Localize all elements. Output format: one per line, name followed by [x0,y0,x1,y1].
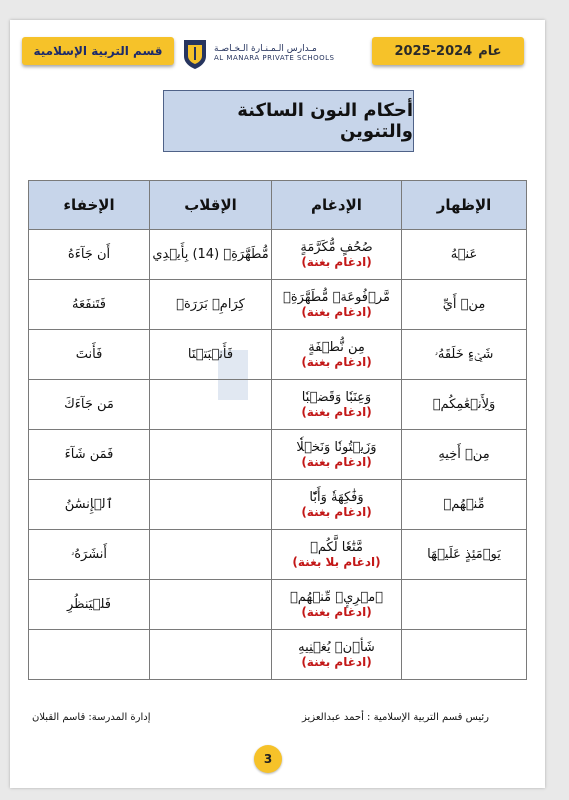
page-number [254,745,282,773]
school-logo [182,34,362,74]
idgham-example: وَزَيۡتُونٗا وَنَخۡلٗا [296,440,377,455]
table-row [29,330,527,380]
cell-ikhfa: مَن جَآءَكَ [29,380,150,430]
head-of-department-signature: رئيس قسم التربية الإسلامية : أحمد عبدالعزيز [302,712,489,723]
cell-iqlab [150,480,272,530]
idgham-example: شَأۡنٞ يُغۡنِيهِ [298,640,375,655]
cell-idgham [272,630,402,680]
cell-izhar: وَلِأَنۡعَٰمِكُمۡ [402,380,527,430]
cell-iqlab [150,430,272,480]
idgham-example: صُحُفٍ مُّكَرَّمَةٍ [300,240,373,255]
idgham-example: وَفَٰكِهَةٗ وَأَبّٗا [309,490,364,505]
idgham-note: (ادغام بغنة) [301,505,372,519]
year-label: عام [478,43,502,59]
page-title-text: أحكام النون الساكنة والتنوين [237,100,413,142]
department-label: قسم التربية الإسلامية [33,44,163,58]
idgham-note: (ادغام بغنة) [301,405,372,419]
shield-icon [182,38,208,70]
idgham-example: وَعِنَبٗا وَقَضۡبٗا [301,390,372,405]
cell-idgham [272,230,402,280]
cell-izhar [402,630,527,680]
cell-iqlab: فَأَنۢبَتۡنَا [150,330,272,380]
cell-izhar: مِّنۡهُمۡ [402,480,527,530]
idgham-note: (ادغام بغنة) [301,305,372,319]
table-row [29,580,527,630]
header-izhar: الإظهار [402,181,527,230]
cell-iqlab [150,380,272,430]
table-row [29,630,527,680]
cell-iqlab [150,630,272,680]
table-row [29,430,527,480]
rules-table [28,180,527,680]
header-iqlab: الإقلاب [150,181,272,230]
cell-idgham [272,380,402,430]
cell-ikhfa: فَأَنتَ [29,330,150,380]
cell-ikhfa [29,630,150,680]
cell-ikhfa: فَمَن شَآءَ [29,430,150,480]
cell-ikhfa: ٱلۡإِنسَٰنُ [29,480,150,530]
department-badge [22,37,174,65]
year-value: 2025-2024 [394,43,473,59]
idgham-note: (ادغام بغنة) [301,255,372,269]
table-header-row [29,181,527,230]
cell-izhar: مِنۡ أَيِّ [402,280,527,330]
cell-izhar: يَوۡمَئِذٍ عَلَيۡهَا [402,530,527,580]
cell-ikhfa: فَلۡيَنظُرِ [29,580,150,630]
cell-izhar: مِنۡ أَخِيهِ [402,430,527,480]
page-number-text: 3 [263,752,273,766]
table-row [29,280,527,330]
table-row [29,230,527,280]
table-row [29,530,527,580]
cell-idgham [272,580,402,630]
cell-izhar [402,580,527,630]
cell-ikhfa: أَن جَآءَهُ [29,230,150,280]
cell-idgham [272,530,402,580]
school-name-english: AL MANARA PRIVATE SCHOOLS [214,54,335,63]
page-title [163,90,414,152]
year-badge [372,37,524,65]
cell-idgham [272,430,402,480]
idgham-example: مَّرۡفُوعَةٖ مُّطَهَّرَةِۭ [283,290,390,305]
idgham-note: (ادغام بغنة) [301,605,372,619]
idgham-example: مِن نُّطۡفَةٍ [308,340,365,355]
cell-iqlab [150,530,272,580]
header-idgham: الإدغام [272,181,402,230]
idgham-note: (ادغام بغنة) [301,455,372,469]
table-row [29,480,527,530]
table-row [29,380,527,430]
document-page [10,20,545,788]
cell-iqlab: مُّطَهَّرَةِۭ (14) بِأَيۡدِي [150,230,272,280]
school-admin-signature: إدارة المدرسة: قاسم القبلان [32,712,151,723]
cell-izhar: عَنۡهُ [402,230,527,280]
header-ikhfa: الإخفاء [29,181,150,230]
idgham-note: (ادغام بلا بغنة) [292,555,381,569]
idgham-note: (ادغام بغنة) [301,355,372,369]
idgham-example: مَّتَٰعٗا لَّكُمۡ [310,540,363,555]
cell-idgham [272,480,402,530]
idgham-example: ٱمۡرِيٕٖ مِّنۡهُمۡ [290,590,383,605]
cell-ikhfa: أَنشَرَهُۥ [29,530,150,580]
cell-ikhfa: فَتَنفَعَهُ [29,280,150,330]
cell-idgham [272,280,402,330]
cell-idgham [272,330,402,380]
cell-iqlab: كِرَامِۭ بَرَرَةٖ [150,280,272,330]
cell-iqlab [150,580,272,630]
cell-izhar: شَيۡءٍ خَلَقَهُۥ [402,330,527,380]
idgham-note: (ادغام بغنة) [301,655,372,669]
school-name-arabic: مـدارس الـمـنـارة الـخـاصـة [214,44,317,55]
